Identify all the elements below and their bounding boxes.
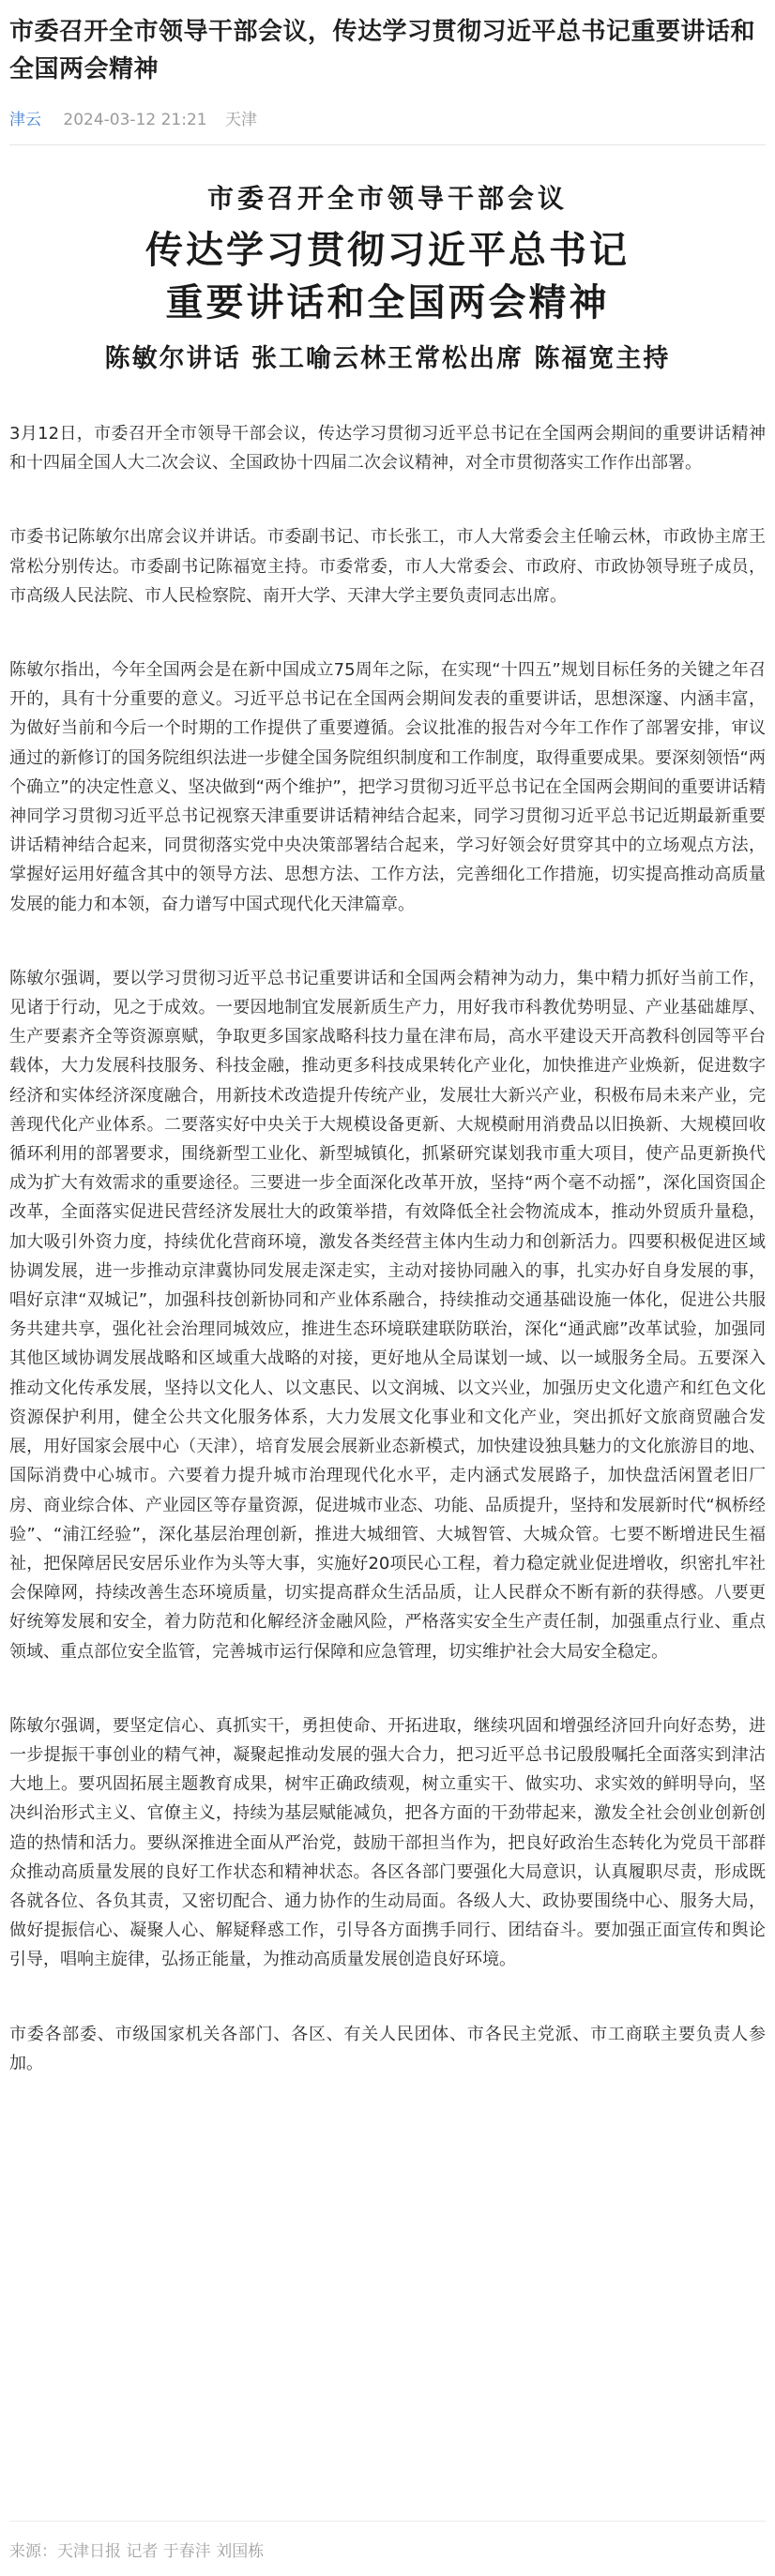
article-paragraph: 陈敏尔指出，今年全国两会是在新中国成立75周年之际，在实现“十四五”规划目标任务的关键之年召开的，具有十分重要的意义。习近平总书记在全国两会期间发表的重要讲话，思想深邃、内涵丰富，为做好当前和今后一个时期的工作提供了重要遵循。会议批准的报告对今年工作作了部署安排，审议通过的新修订的国务院组织法进一步健全国务院组织制度和工作制度，取得重要成果。要深刻领悟“两个确立”的决定性意义、坚决做到“两个维护”，把学习贯彻习近平总书记在全国两会期间的重要讲话精神同学习贯彻习近平总书记视察天津重要讲话精神结合起来，同学习贯彻习近平总书记近期最新重要讲话精神结合起来，同贯彻落实党中央决策部署结合起来，学习好领会好贯穿其中的立场观点方法，掌握好运用好蕴含其中的领导方法、思想方法、工作方法，完善细化工作措施，切实提高推动高质量发展的能力和本领，奋力谱写中国式现代化天津篇章。 xyxy=(9,660,766,914)
headline-banner xyxy=(9,181,766,378)
publish-location: 天津 xyxy=(225,111,258,129)
article-paragraph: 3月12日，市委召开全市领导干部会议，传达学习贯彻习近平总书记在全国两会期间的重要讲话精神和十四届全国人大二次会议、全国政协十四届二次会议精神，对全市贯彻落实工作作出部署。 xyxy=(9,424,766,474)
article-paragraph: 市委书记陈敏尔出席会议并讲话。市委副书记、市长张工，市人大常委会主任喻云林，市政协主席王常松分别传达。市委副书记陈福宽主持。市委常委，市人大常委会、市政府、市政协领导班子成员，市高级人民法院、市人民检察院、南开大学、天津大学主要负责同志出席。 xyxy=(9,527,766,606)
meta-divider xyxy=(9,144,766,145)
article-paragraph: 陈敏尔强调，要坚定信心、真抓实干，勇担使命、开拓进取，继续巩固和增强经济回升向好态势，进一步提振干事创业的精气神，凝聚起推动发展的强大合力，把习近平总书记殷殷嘱托全面落实到津沽大地上。要巩固拓展主题教育成果，树牢正确政绩观，树立重实干、做实功、求实效的鲜明导向，坚决纠治形式主义、官僚主义，持续为基层赋能减负，把各方面的干劲带起来，激发全社会创业创新创造的热情和活力。要纵深推进全面从严治党，鼓励干部担当作为，把良好政治生态转化为党员干部群众推动高质量发展的良好工作状态和精神状态。各区各部门要强化大局意识，认真履职尽责，形成既各就各位、各负其责，又密切配合、通力协作的生动局面。各级人大、政协要围绕中心、服务大局，做好提振信心、凝聚人心、解疑释惑工作，引导各方面携手同行、团结奋斗。要加强正面宣传和舆论引导，唱响主旋律，弘扬正能量，为推动高质量发展创造良好环境。 xyxy=(9,1715,766,1970)
banner-kicker: 市委召开全市领导干部会议 xyxy=(206,183,568,214)
article-paragraph: 陈敏尔强调，要以学习贯彻习近平总书记重要讲话和全国两会精神为动力，集中精力抓好当前工作，见诸于行动，见之于成效。一要因地制宜发展新质生产力，用好我市科教优势明显、产业基础雄厚、生产要素齐全等资源禀赋，争取更多国家战略科技力量在津布局，高水平建设天开高教科创园等平台载体，大力发展科技服务、科技金融，推动更多科技成果转化产业化，加快推进产业焕新，促进数字经济和实体经济深度融合，用新技术改造提升传统产业，发展壮大新兴产业，积极布局未来产业，完善现代化产业体系。二要落实好中央关于大规模设备更新、大规模耐用消费品以旧换新、大规模回收循环利用的部署要求，围绕新型工业化、新型城镇化，抓紧研究谋划我市重大项目，使产品更新换代成为扩大有效需求的重要途径。三要进一步全面深化改革开放，坚持“两个毫不动摇”，深化国资国企改革，全面落实促进民营经济发展壮大的政策举措，有效降低全社会物流成本，推动外贸质升量稳，加大吸引外资力度，持续优化营商环境，激发各类经营主体内生动力和创新活力。四要积极促进区域协调发展，进一步推动京津冀协同发展走深走实，主动对接协同融入的事，扎实办好自身发展的事，唱好京津“双城记”，加强科技创新协同和产业体系融合，持续推动交通基础设施一体化，促进公共服务共建共享，强化社会治理同城效应，推进生态环境联建联防联治，深化“通武廊”改革试验，加强同其他区域协调发展战略和区域重大战略的对接，更好地从全局谋划一域、以一域服务全局。五要深入推动文化传承发展，坚持以文化人、以文惠民、以文润城、以文兴业，加强历史文化遗产和红色文化资源保护利用，健全公共文化服务体系，大力发展文化事业和文化产业，突出抓好文旅商贸融合发展，用好国家会展中心（天津），培育发展会展新业态新模式，加快建设独具魅力的文化旅游目的地、国际消费中心城市。六要着力提升城市治理现代化水平，走内涵式发展路子，加快盘活闲置老旧厂房、商业综合体、产业园区等存量资源，促进城市业态、功能、品质提升，坚持和发展新时代“枫桥经验”、“浦江经验”，深化基层治理创新，推进大城细管、大城智管、大城众管。七要不断增进民生福祉，把保障居民安居乐业作为头等大事，实施好20项民心工程，着力稳定就业促进增收，织密扎牢社会保障网，持续改善生态环境质量，切实提高群众生活品质，让人民群众不断有新的获得感。八要更好统筹发展和安全，着力防范和化解经济金融风险，严格落实安全生产责任制，加强重点行业、重点领域、重点部位安全监管，完善城市运行保障和应急管理，切实维护社会大局安全稳定。 xyxy=(9,968,766,1662)
banner-headline-line: 传达学习贯彻习近平总书记 xyxy=(145,228,630,272)
banner-headline xyxy=(9,224,766,329)
footer-divider xyxy=(9,2521,766,2522)
banner-subline: 陈敏尔讲话 张工喻云林王常松出席 陈福宽主持 xyxy=(104,344,671,373)
publish-time: 2024-03-12 21:21 xyxy=(63,111,207,129)
article-title: 市委召开全市领导干部会议，传达学习贯彻习近平总书记重要讲话和全国两会精神 xyxy=(9,18,756,83)
article-footer: 来源：天津日报 记者 于春沣 刘国栋 xyxy=(9,2542,265,2561)
article-meta xyxy=(9,109,766,131)
banner-headline-line: 重要讲话和全国两会精神 xyxy=(165,280,610,324)
source-link[interactable]: 津云 xyxy=(9,111,41,129)
article-body xyxy=(9,419,766,2078)
article-paragraph: 市委各部委、市级国家机关各部门、各区、有关人民团体、市各民主党派、市工商联主要负责人参加。 xyxy=(9,2024,766,2073)
